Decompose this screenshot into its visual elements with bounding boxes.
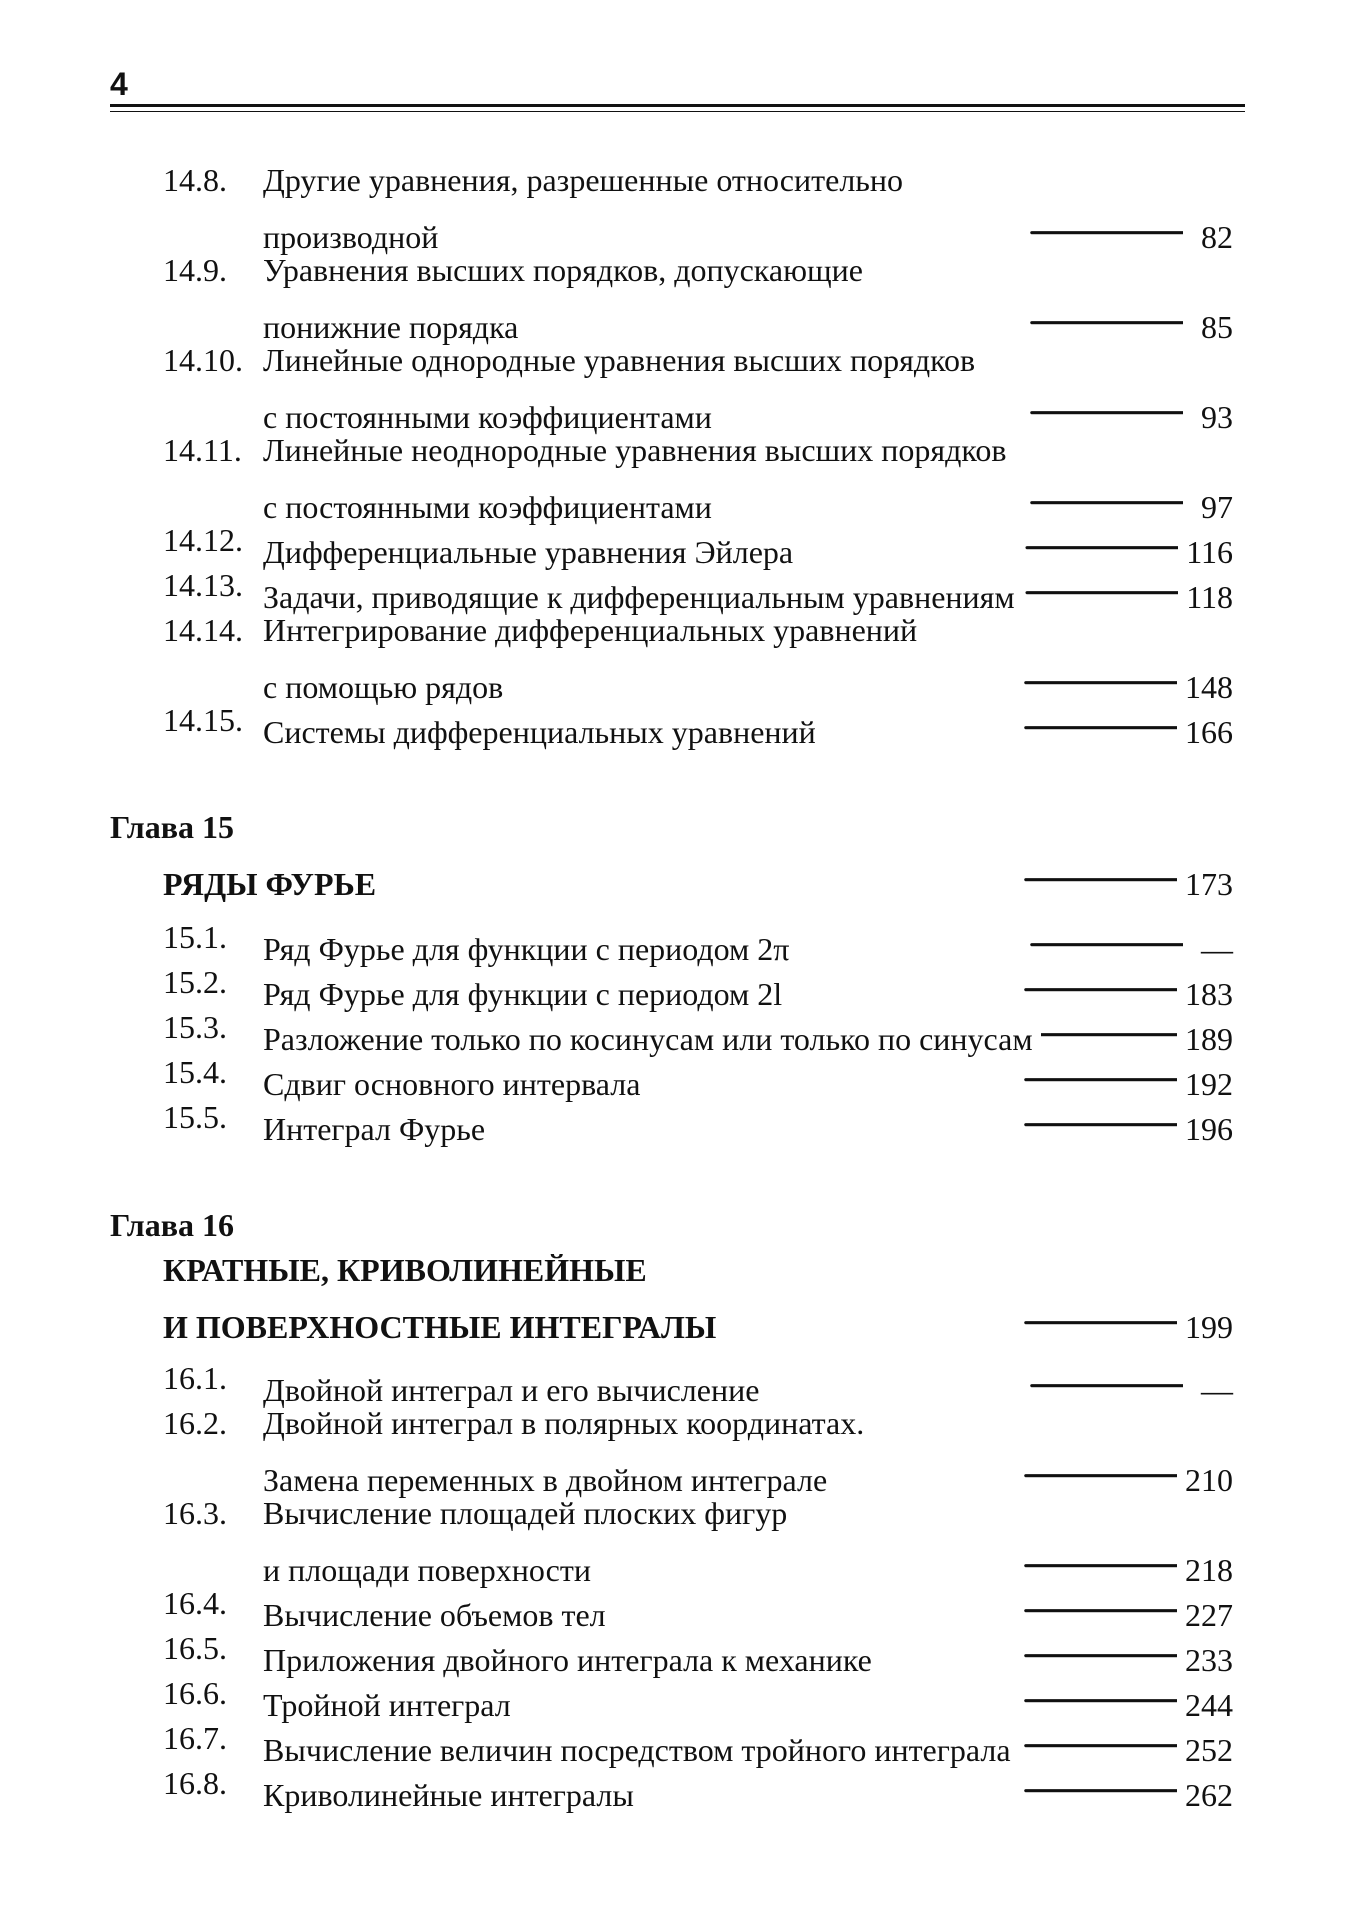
section-number: 16.2. <box>163 1405 227 1441</box>
toc-entry[interactable] <box>163 698 1233 750</box>
dot-leader <box>642 1761 1177 1806</box>
section-title: Вычисление величин посредством тройного интеграла <box>263 1732 1011 1768</box>
page-ref: 244 <box>1185 1687 1233 1723</box>
section-title: Уравнения высших порядков, допускающие <box>263 252 863 288</box>
page-ref: 218 <box>1185 1552 1233 1588</box>
dot-leader <box>599 1536 1177 1581</box>
section-number: 16.7. <box>163 1720 227 1756</box>
section-title: Интеграл Фурье <box>263 1111 486 1147</box>
chapter14-sections <box>163 158 1233 750</box>
section-number: 15.5. <box>163 1099 227 1135</box>
toc-entry[interactable] <box>163 338 1233 383</box>
section-title: Интегрирование дифференциальных уравнений <box>263 612 918 648</box>
section-number: 15.1. <box>163 919 227 955</box>
section-title: с постоянными коэффициентами <box>263 399 712 435</box>
section-number: 14.12. <box>163 522 243 558</box>
chapter-title[interactable] <box>163 850 1233 902</box>
page-ref: 116 <box>1186 534 1233 570</box>
page-ref: 97 <box>1201 489 1233 525</box>
toc-entry[interactable] <box>163 1491 1233 1536</box>
section-title: Криволинейные интегралы <box>263 1777 634 1813</box>
toc-entry[interactable] <box>163 158 1233 203</box>
page-ref: 85 <box>1201 309 1233 345</box>
page-ref: 199 <box>1185 1309 1233 1345</box>
dot-leader <box>1041 1005 1177 1050</box>
section-title: Системы дифференциальных уравнений <box>263 714 816 750</box>
page-ref: 173 <box>1185 866 1233 902</box>
page-ref: — <box>1201 1372 1233 1408</box>
dot-leader <box>614 1581 1177 1626</box>
section-number: 14.9. <box>163 252 227 288</box>
page-ref: 93 <box>1201 399 1233 435</box>
dot-leader <box>1019 1716 1177 1761</box>
section-number: 14.14. <box>163 612 243 648</box>
dot-leader <box>1023 563 1179 608</box>
page-ref: 189 <box>1185 1021 1233 1057</box>
section-title: с постоянными коэффициентами <box>263 489 712 525</box>
toc-entry-continuation[interactable] <box>163 473 1233 525</box>
section-number: 15.3. <box>163 1009 227 1045</box>
dot-leader <box>797 915 1183 960</box>
section-title: Вычисление объемов тел <box>263 1597 606 1633</box>
section-number: 16.8. <box>163 1765 227 1801</box>
section-number: 16.6. <box>163 1675 227 1711</box>
section-number: 16.4. <box>163 1585 227 1621</box>
dot-leader <box>720 473 1183 518</box>
section-title: Тройной интеграл <box>263 1687 511 1723</box>
section-title: Сдвиг основного интервала <box>263 1066 641 1102</box>
toc-entry[interactable] <box>163 1761 1233 1813</box>
section-title: Линейные однородные уравнения высших порядков <box>263 342 976 378</box>
toc-entry[interactable] <box>163 1356 1233 1408</box>
page-ref: 227 <box>1185 1597 1233 1633</box>
section-number: 14.11. <box>163 432 242 468</box>
section-title: Задачи, приводящие к дифференциальным уравнениям <box>263 579 1015 615</box>
section-number: 16.5. <box>163 1630 227 1666</box>
section-title: Ряд Фурье для функции с периодом 2l <box>263 976 783 1012</box>
section-number: 14.15. <box>163 702 243 738</box>
page-ref: 118 <box>1186 579 1233 615</box>
page-ref: 166 <box>1185 714 1233 750</box>
dot-leader <box>384 850 1177 895</box>
page-ref: 183 <box>1185 976 1233 1012</box>
dot-leader <box>801 518 1178 563</box>
page-ref: 82 <box>1201 219 1233 255</box>
page-ref: 192 <box>1185 1066 1233 1102</box>
toc-entry[interactable] <box>163 1671 1233 1723</box>
toc-entry-continuation[interactable] <box>163 293 1233 345</box>
dot-leader <box>526 293 1183 338</box>
toc-entry[interactable] <box>163 1401 1233 1446</box>
toc-entry[interactable] <box>163 428 1233 473</box>
page-ref: — <box>1201 931 1233 967</box>
section-number: 16.1. <box>163 1360 227 1396</box>
chapter-title-text: РЯДЫ ФУРЬЕ <box>163 866 377 902</box>
page-ref: 148 <box>1185 669 1233 705</box>
toc-entry[interactable] <box>163 248 1233 293</box>
dot-leader <box>446 203 1183 248</box>
toc-entry[interactable] <box>163 608 1233 653</box>
dot-leader <box>493 1095 1177 1140</box>
section-number: 14.13. <box>163 567 243 603</box>
page-ref: 196 <box>1185 1111 1233 1147</box>
section-title: Ряд Фурье для функции с периодом 2π <box>263 931 790 967</box>
dot-leader <box>519 1671 1177 1716</box>
dot-leader <box>511 653 1177 698</box>
section-number: 16.3. <box>163 1495 227 1531</box>
dot-leader <box>648 1050 1177 1095</box>
section-number: 15.4. <box>163 1054 227 1090</box>
section-number: 14.10. <box>163 342 243 378</box>
chapter-label: Глава 16 <box>110 1207 234 1243</box>
dot-leader <box>824 698 1177 743</box>
toc-entry-continuation[interactable] <box>163 1536 1233 1588</box>
page-ref: 210 <box>1185 1462 1233 1498</box>
page-ref: 233 <box>1185 1642 1233 1678</box>
section-title: Дифференциальные уравнения Эйлера <box>263 534 794 570</box>
toc-entry[interactable] <box>163 1581 1233 1633</box>
section-number: 14.8. <box>163 162 227 198</box>
section-title: Вычисление площадей плоских фигур <box>263 1495 788 1531</box>
toc-entry-continuation[interactable] <box>163 1446 1233 1498</box>
section-title: с помощью рядов <box>263 669 504 705</box>
chapter-title-line: КРАТНЫЕ, КРИВОЛИНЕЙНЫЕ <box>163 1252 647 1288</box>
toc-entry[interactable] <box>163 1095 1233 1147</box>
header-rule <box>110 104 1245 112</box>
dot-leader <box>835 1446 1177 1491</box>
chapter16-sections <box>163 1356 1233 1813</box>
section-title: Разложение только по косинусам или только по синусам <box>263 1021 1033 1057</box>
section-title: Замена переменных в двойном интеграле <box>263 1462 828 1498</box>
section-title: понижние порядка <box>263 309 519 345</box>
chapter-title-text: И ПОВЕРХНОСТНЫЕ ИНТЕГРАЛЫ <box>163 1309 717 1345</box>
toc-entry[interactable] <box>163 1005 1233 1057</box>
toc-entry-continuation[interactable] <box>163 383 1233 435</box>
chapter-title[interactable] <box>163 1293 1233 1345</box>
toc-entry-continuation[interactable] <box>163 653 1233 705</box>
dot-leader <box>880 1626 1177 1671</box>
toc-entry[interactable] <box>163 1050 1233 1102</box>
section-number: 15.2. <box>163 964 227 1000</box>
chapter15-sections <box>163 915 1233 1147</box>
dot-leader <box>767 1356 1183 1401</box>
page-ref: 252 <box>1185 1732 1233 1768</box>
section-title: Другие уравнения, разрешенные относительно <box>263 162 903 198</box>
dot-leader <box>720 383 1183 428</box>
toc-entry[interactable] <box>163 1626 1233 1678</box>
toc-entry[interactable] <box>163 960 1233 1012</box>
toc-entry-continuation[interactable] <box>163 203 1233 255</box>
toc-entry[interactable] <box>163 915 1233 967</box>
dot-leader <box>724 1293 1177 1338</box>
section-title: Двойной интеграл и его вычисление <box>263 1372 760 1408</box>
page-ref: 262 <box>1185 1777 1233 1813</box>
toc-entry[interactable] <box>163 1716 1233 1768</box>
toc-entry[interactable] <box>163 563 1233 615</box>
dot-leader <box>790 960 1177 1005</box>
toc-entry[interactable] <box>163 518 1233 570</box>
section-title: Линейные неоднородные уравнения высших порядков <box>263 432 1007 468</box>
section-title: Двойной интеграл в полярных координатах. <box>263 1405 865 1441</box>
section-title: Приложения двойного интеграла к механике <box>263 1642 872 1678</box>
section-title: и площади поверхности <box>263 1552 591 1588</box>
page-number: 4 <box>110 66 128 102</box>
chapter-label: Глава 15 <box>110 809 234 845</box>
section-title: производной <box>263 219 439 255</box>
